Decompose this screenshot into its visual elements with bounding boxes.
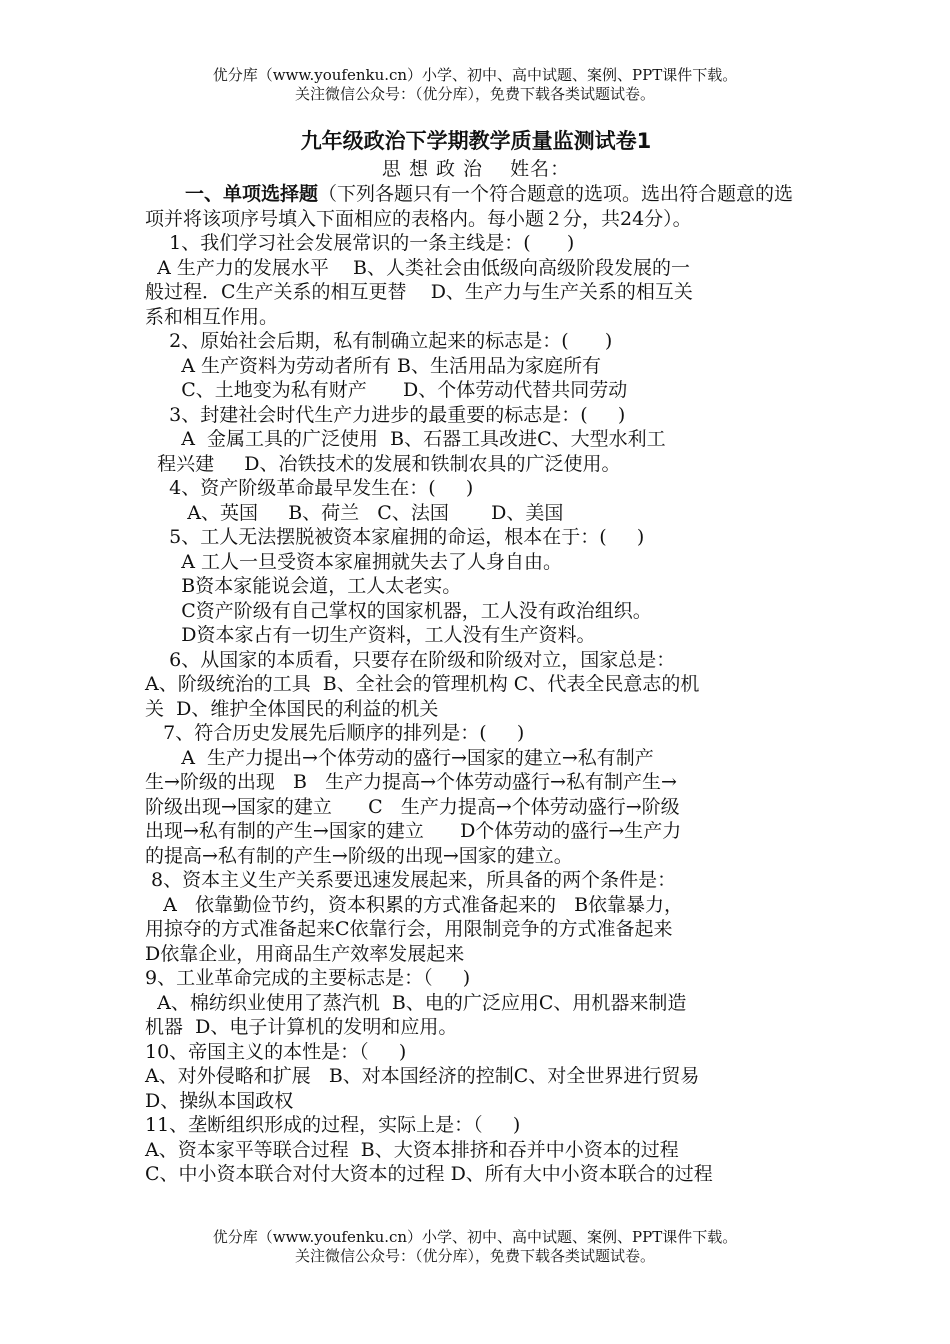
question-line: 1、我们学习社会发展常识的一条主线是：( ) <box>145 232 575 254</box>
question-line: C资产阶级有自己掌权的国家机器，工人没有政治组织。 <box>145 599 652 622</box>
question-line: A 金属工具的广泛使用 B、石器工具改进C、大型水利工 <box>145 428 666 450</box>
question-line: 阶级出现→国家的建立 C 生产力提高→个体劳动盛行→阶级 <box>145 795 680 818</box>
question-line: 般过程．C生产关系的相互更替 D、生产力与生产关系的相互关 <box>145 281 693 303</box>
question-line: 的提高→私有制的产生→阶级的出现→国家的建立。 <box>145 844 573 867</box>
question-line: A 生产力提出→个体劳动的盛行→国家的建立→私有制产 <box>145 746 654 769</box>
question-line: A、对外侵略和扩展 B、对本国经济的控制C、对全世界进行贸易 <box>145 1065 700 1087</box>
question-line: 关 D、维护全体国民的利益的机关 <box>145 697 439 720</box>
question-line: B资本家能说会道，工人太老实。 <box>145 575 462 597</box>
question-line: 6、从国家的本质看，只要存在阶级和阶级对立，国家总是： <box>145 648 676 671</box>
name-label: 姓名： <box>510 158 571 180</box>
question-line: 生→阶级的出现 B 生产力提高→个体劳动盛行→私有制产生→ <box>145 771 677 793</box>
exam-subtitle <box>145 156 807 182</box>
question-line: 程兴建 D、冶铁技术的发展和铁制农具的广泛使用。 <box>145 452 621 475</box>
question-line: D、操纵本国政权 <box>145 1089 294 1112</box>
question-line: 11、垄断组织形成的过程，实际上是：（ ) <box>145 1114 521 1136</box>
header-line-1: 优分库（www.youfenku.cn）小学、初中、高中试题、案例、PPT课件下载。 <box>212 66 738 84</box>
question-line: 4、资产阶级革命最早发生在：( ) <box>145 477 474 499</box>
question-line: A、棉纺织业使用了蒸汽机 B、电的广泛应用C、用机器来制造 <box>145 991 687 1014</box>
section-label: 一、单项选择题 <box>185 183 319 205</box>
question-line: 2、原始社会后期，私有制确立起来的标志是：( ) <box>145 330 613 352</box>
question-line: 机器 D、电子计算机的发明和应用。 <box>145 1016 458 1038</box>
question-line: 用掠夺的方式准备起来C依靠行会，用限制竞争的方式准备起来 <box>145 918 673 940</box>
question-line: 9、工业革命完成的主要标志是：（ ) <box>145 967 471 989</box>
question-line: 3、封建社会时代生产力进步的最重要的标志是：( ) <box>145 403 626 426</box>
exam-title: 九年级政治下学期教学质量监测试卷1 <box>300 129 652 153</box>
question-line: 10、帝国主义的本性是：（ ) <box>145 1040 407 1063</box>
site-footer <box>0 1228 950 1266</box>
exam-body <box>145 120 807 1187</box>
question-line: C、土地变为私有财产 D、个体劳动代替共同劳动 <box>145 379 628 401</box>
footer-line-1: 优分库（www.youfenku.cn）小学、初中、高中试题、案例、PPT课件下载。 <box>212 1228 738 1246</box>
question-line: 系和相互作用。 <box>145 305 279 328</box>
question-line: A、阶级统治的工具 B、全社会的管理机构 C、代表全民意志的机 <box>145 673 700 695</box>
subject-label: 思 想 政 治 <box>381 158 484 180</box>
question-line: 出现→私有制的产生→国家的建立 D个体劳动的盛行→生产力 <box>145 820 682 842</box>
header-line-2: 关注微信公众号：（优分库），免费下载各类试题试卷。 <box>294 85 655 103</box>
question-line: A 依靠勤俭节约，资本积累的方式准备起来的 B依靠暴力， <box>145 893 684 916</box>
question-list <box>145 231 807 1187</box>
footer-line-2: 关注微信公众号：（优分库），免费下载各类试题试卷。 <box>294 1247 655 1265</box>
question-line: 8、资本主义生产关系要迅速发展起来，所具备的两个条件是： <box>145 869 677 891</box>
question-line: 5、工人无法摆脱被资本家雇拥的命运，根本在于：( ) <box>145 526 645 548</box>
question-line: A、资本家平等联合过程 B、大资本排挤和吞并中小资本的过程 <box>145 1138 679 1161</box>
question-line: A 生产资料为劳动者所有 B、生活用品为家庭所有 <box>145 354 602 377</box>
question-line: C、中小资本联合对付大资本的过程 D、所有大中小资本联合的过程 <box>145 1163 713 1185</box>
question-line: D依靠企业，用商品生产效率发展起来 <box>145 942 465 965</box>
section-heading <box>145 182 807 231</box>
question-line: 7、符合历史发展先后顺序的排列是：( ) <box>145 722 525 744</box>
question-line: A、英国 B、荷兰 C、法国 D、美国 <box>145 501 564 524</box>
question-line: A 工人一旦受资本家雇拥就失去了人身自由。 <box>145 550 563 573</box>
question-line: A 生产力的发展水平 B、人类社会由低级向高级阶段发展的一 <box>145 256 690 279</box>
question-line: D资本家占有一切生产资料，工人没有生产资料。 <box>145 624 596 646</box>
site-header <box>0 66 950 104</box>
section-instructions: （下列各题只有一个符合题意的选项。选出符合题意的选项并将该项序号填入下面相应的表格内。每小题２分，共24分）。 <box>145 183 794 230</box>
